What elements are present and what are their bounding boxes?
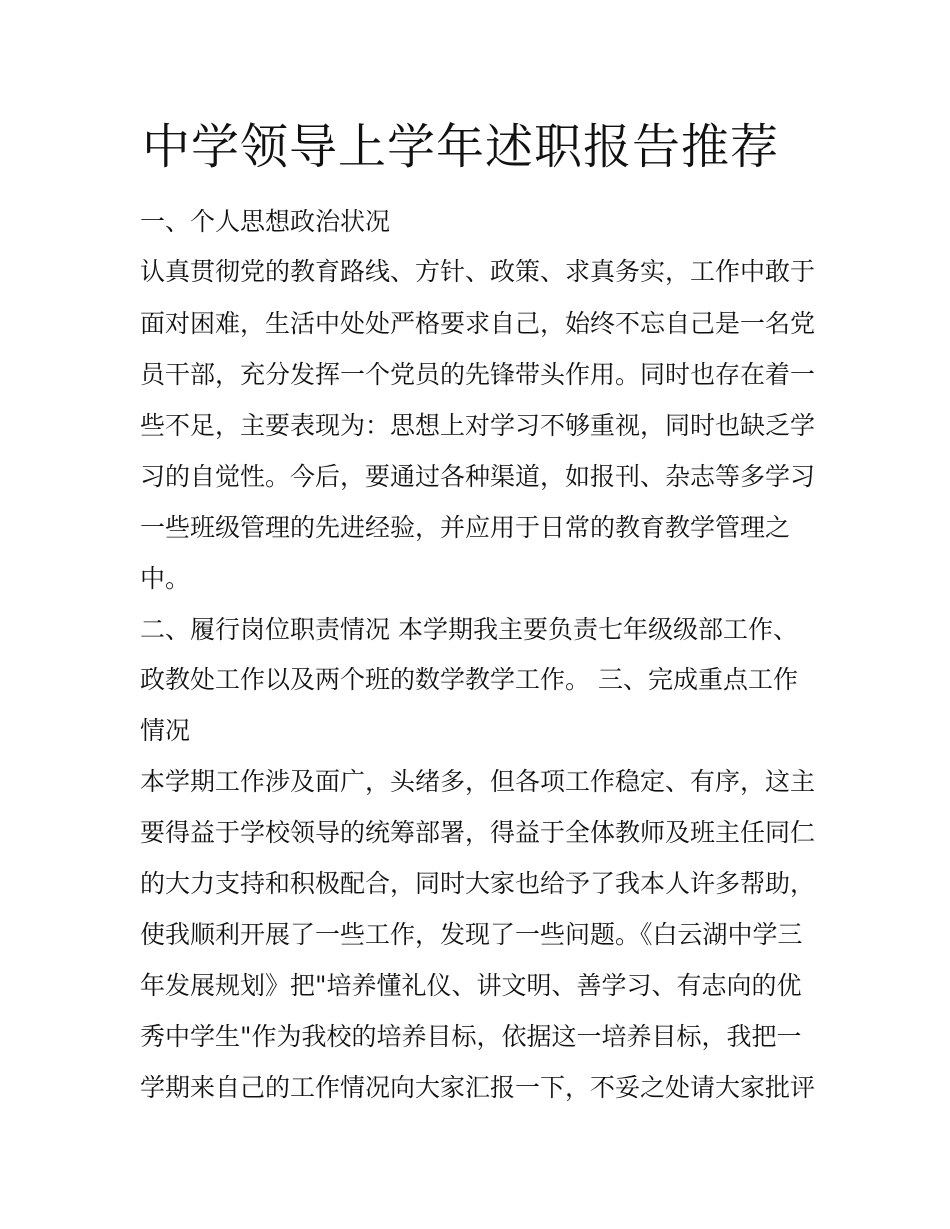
paragraph-line: 员干部，充分发挥一个党员的先锋带头作用。同时也存在着一: [140, 360, 816, 389]
paragraph-line: 一些班级管理的先进经验，并应用于日常的教育教学管理之: [140, 513, 791, 542]
paragraph-line: 中。: [140, 564, 191, 593]
paragraph-line: 面对困难，生活中处处严格要求自己，始终不忘自己是一名党: [140, 309, 816, 338]
paragraph-line: 使我顺利开展了一些工作，发现了一些问题。《白云湖中学三: [140, 920, 803, 949]
paragraph-line: 本学期工作涉及面广，头绪多，但各项工作稳定、有序，这主: [140, 767, 816, 796]
paragraph-line: 习的自觉性。今后，要通过各种渠道，如报刊、杂志等多学习: [140, 462, 816, 491]
document-title: 中学领导上学年述职报告推荐: [142, 119, 780, 175]
paragraph-line: 政教处工作以及两个班的数学教学工作。 三、完成重点工作: [140, 665, 798, 694]
paragraph-line: 情况: [140, 716, 191, 745]
paragraph-line: 年发展规划》把"培养懂礼仪、讲文明、善学习、有志向的优: [140, 971, 802, 1000]
paragraph-line: 要得益于学校领导的统筹部署，得益于全体教师及班主任同仁: [140, 818, 816, 847]
paragraph-line: 些不足，主要表现为：思想上对学习不够重视，同时也缺乏学: [140, 411, 816, 440]
section-heading-2: 二、履行岗位职责情况 本学期我主要负责七年级级部工作、: [140, 615, 798, 644]
paragraph-line: 的大力支持和积极配合，同时大家也给予了我本人许多帮助，: [140, 869, 816, 898]
paragraph-line: 认真贯彻党的教育路线、方针、政策、求真务实，工作中敢于: [140, 257, 816, 286]
section-heading-1: 一、个人思想政治状况: [140, 207, 391, 236]
paragraph-line: 学期来自己的工作情况向大家汇报一下，不妥之处请大家批评: [140, 1073, 816, 1102]
paragraph-line: 秀中学生"作为我校的培养目标，依据这一培养目标，我把一: [140, 1022, 802, 1051]
